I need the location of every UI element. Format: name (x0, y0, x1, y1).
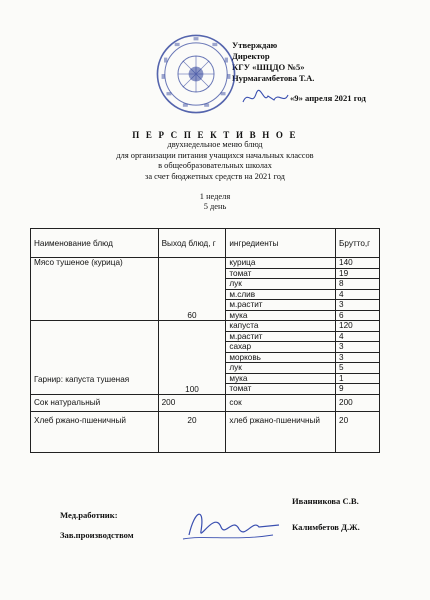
ingredient-gross: 5 (336, 363, 380, 374)
ingredient-gross: 200 (336, 394, 380, 411)
dish-output: 200 (158, 394, 226, 411)
menu-table (30, 228, 380, 453)
dish-name: Мясо тушеное (курица) (31, 258, 159, 321)
production-head-label: Зав.производством (60, 530, 134, 540)
approval-position: Директор (232, 51, 270, 61)
dish-name: Сок натуральный (31, 394, 159, 411)
title-perspective: П Е Р С П Е К Т И В Н О Е (132, 130, 298, 140)
approval-block (232, 40, 366, 103)
table-row (31, 394, 380, 411)
ingredient-name: мука (226, 373, 336, 384)
ingredient-gross: 8 (336, 279, 380, 290)
title-funding: за счет бюджетных средств на 2021 год (145, 171, 285, 181)
dish-output: 20 (158, 411, 226, 452)
ingredient-name: томат (226, 268, 336, 279)
title-schools: в общеобразовательных школах (158, 161, 272, 171)
ingredient-gross: 19 (336, 268, 380, 279)
stamp-seal-icon (155, 33, 237, 115)
header-output: Выход блюд, г (158, 229, 226, 258)
ingredient-gross: 20 (336, 411, 380, 452)
document-title (0, 130, 430, 213)
ingredient-name: м.растит (226, 300, 336, 311)
dish-name: Гарнир: капуста тушеная (31, 321, 159, 395)
ingredient-gross: 3 (336, 352, 380, 363)
header-dish-name: Наименование блюд (31, 229, 159, 258)
ingredient-gross: 4 (336, 331, 380, 342)
ingredient-name: м.растит (226, 331, 336, 342)
ingredient-gross: 120 (336, 321, 380, 332)
ingredient-gross: 9 (336, 384, 380, 395)
ingredient-name: сахар (226, 342, 336, 353)
ingredient-name: сок (226, 394, 336, 411)
approval-organization: КГУ «ШЦДО №5» (232, 62, 305, 72)
title-purpose: для организации питания учащихся начальных классов (116, 150, 314, 160)
table-row (31, 321, 380, 332)
approval-date: «9» апреля 2021 год (290, 93, 366, 103)
ingredient-name: хлеб ржано-пшеничный (226, 411, 336, 452)
day-label: 5 день (203, 202, 227, 212)
med-worker-label: Мед.работник: (60, 510, 118, 520)
ingredient-name: мука (226, 310, 336, 321)
ingredient-gross: 1 (336, 373, 380, 384)
header-ingredients: ингредиенты (226, 229, 336, 258)
ingredient-name: томат (226, 384, 336, 395)
dish-output: 100 (158, 321, 226, 395)
dish-output: 60 (158, 258, 226, 321)
ingredient-gross: 6 (336, 310, 380, 321)
ingredient-name: лук (226, 279, 336, 290)
ingredient-gross: 140 (336, 258, 380, 269)
week-label: 1 неделя (199, 192, 231, 202)
ingredient-name: лук (226, 363, 336, 374)
med-worker-name: Иванникова С.В. (292, 496, 359, 506)
title-menu-type: двухнедельное меню блюд (167, 140, 263, 150)
ingredient-name: морковь (226, 352, 336, 363)
ingredient-gross: 3 (336, 342, 380, 353)
director-signature-icon (240, 86, 290, 108)
header-gross: Брутто,г (336, 229, 380, 258)
approval-line: Утверждаю (232, 40, 278, 50)
table-row (31, 258, 380, 269)
ingredient-name: капуста (226, 321, 336, 332)
ingredient-gross: 3 (336, 300, 380, 311)
ingredient-name: курица (226, 258, 336, 269)
production-signature-icon (175, 505, 285, 545)
ingredient-name: м.слив (226, 289, 336, 300)
production-head-name: Калимбетов Д.Ж. (292, 522, 360, 532)
dish-name: Хлеб ржано-пшеничный (31, 411, 159, 452)
table-row (31, 411, 380, 452)
approval-director-name: Нурмагамбетова Т.А. (232, 73, 315, 83)
table-header-row (31, 229, 380, 258)
ingredient-gross: 4 (336, 289, 380, 300)
